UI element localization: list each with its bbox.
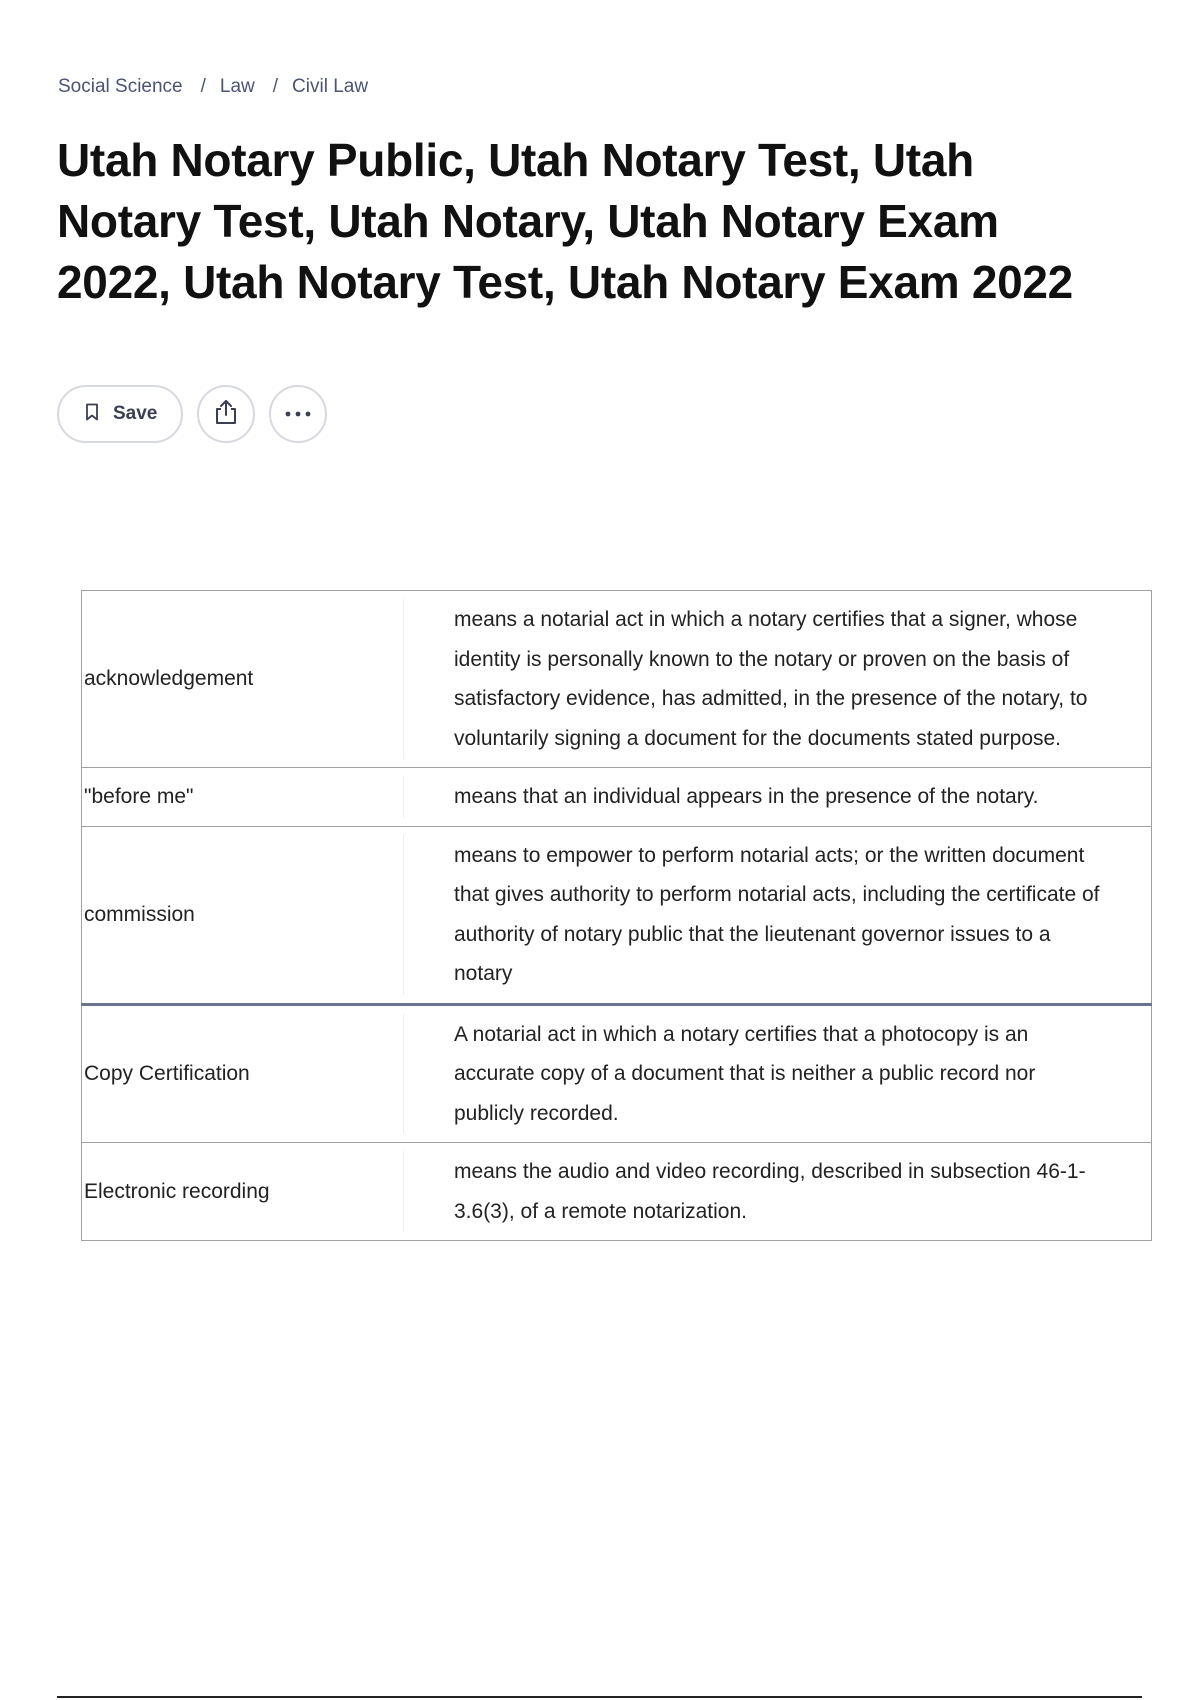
footer-divider bbox=[57, 1696, 1142, 1698]
card-term: commission bbox=[82, 826, 405, 1004]
action-bar bbox=[57, 385, 327, 443]
bookmark-icon bbox=[85, 403, 99, 426]
flashcard-row bbox=[82, 1143, 1152, 1241]
share-button[interactable] bbox=[197, 385, 255, 443]
breadcrumb-separator: / bbox=[272, 76, 279, 97]
card-term: Copy Certification bbox=[82, 1004, 405, 1143]
flashcard-row bbox=[82, 768, 1152, 827]
flashcard-table bbox=[81, 590, 1152, 1241]
flashcard-row bbox=[82, 591, 1152, 768]
card-definition: means a notarial act in which a notary certifies that a signer, whose identity is personally known to the notary or proven on the basis of satisfactory evidence, has admitted, in the presence of the notary, to voluntarily signing a document for the documents stated purpose. bbox=[404, 591, 1152, 768]
breadcrumb-social-science[interactable]: Social Science bbox=[58, 76, 183, 97]
more-options-button[interactable] bbox=[269, 385, 327, 443]
flashcard-row bbox=[82, 1004, 1152, 1143]
save-button-label: Save bbox=[113, 403, 158, 424]
card-term: "before me" bbox=[82, 768, 405, 827]
card-definition: means the audio and video recording, described in subsection 46-1-3.6(3), of a remote notarization. bbox=[404, 1143, 1152, 1241]
breadcrumb-law[interactable]: Law bbox=[219, 76, 255, 97]
breadcrumb-civil-law[interactable]: Civil Law bbox=[292, 76, 369, 97]
page-title: Utah Notary Public, Utah Notary Test, Utah Notary Test, Utah Notary, Utah Notary Exam 2022, Utah Notary Test, Utah Notary Exam 2022 bbox=[57, 134, 1073, 308]
save-button[interactable] bbox=[57, 385, 183, 443]
card-definition: means that an individual appears in the presence of the notary. bbox=[404, 768, 1152, 827]
card-term: acknowledgement bbox=[82, 591, 405, 768]
breadcrumb bbox=[58, 76, 368, 98]
share-icon bbox=[213, 398, 239, 431]
flashcard-row bbox=[82, 826, 1152, 1004]
more-icon bbox=[284, 405, 312, 423]
card-definition: means to empower to perform notarial acts; or the written document that gives authority to perform notarial acts, including the certificate of authority of notary public that the lieutenant governor issues to a notary bbox=[404, 826, 1152, 1004]
card-term: Electronic recording bbox=[82, 1143, 405, 1241]
card-definition: A notarial act in which a notary certifies that a photocopy is an accurate copy of a document that is neither a public record nor publicly recorded. bbox=[404, 1004, 1152, 1143]
breadcrumb-separator: / bbox=[200, 76, 206, 97]
